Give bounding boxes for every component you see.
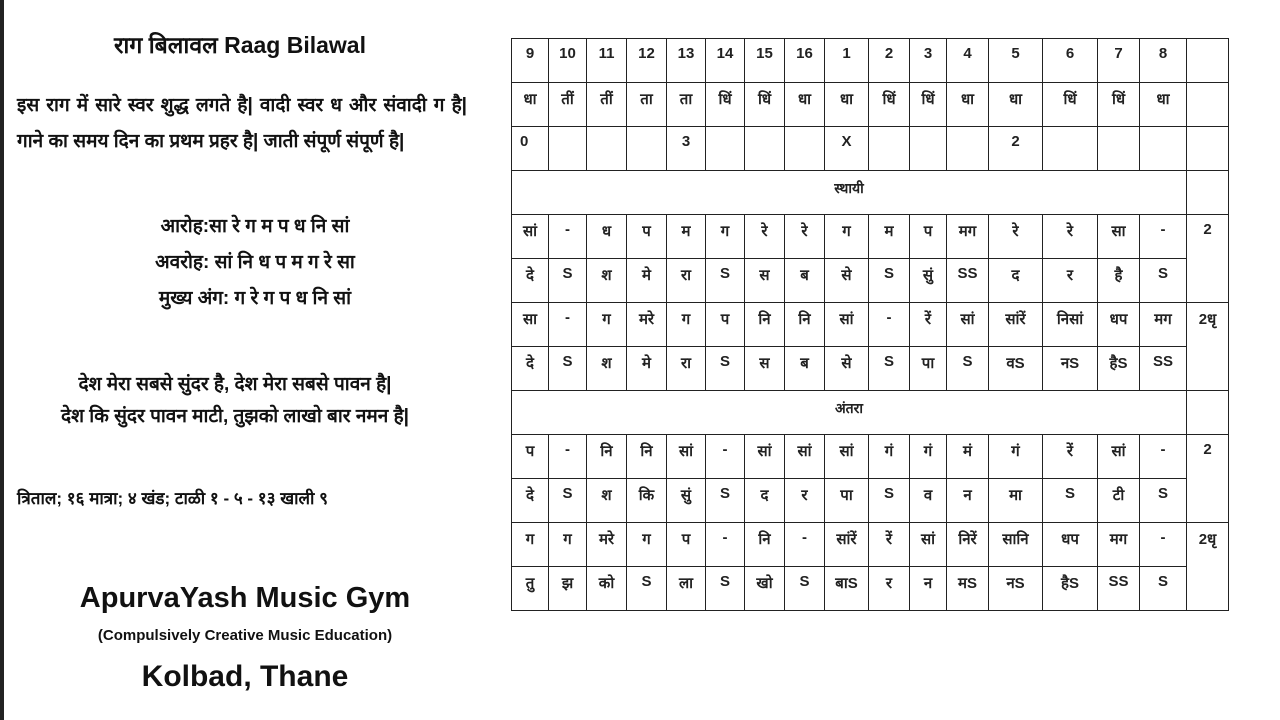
bol-lyric-row-cell: द xyxy=(989,259,1043,303)
bol-lyric-row-cell: S xyxy=(1140,259,1187,303)
matra-row-cell: 8 xyxy=(1140,39,1187,83)
swar-row-cell: प xyxy=(706,303,745,347)
section-label: अंतरा xyxy=(512,391,1187,435)
matra-row-cell: 13 xyxy=(667,39,706,83)
swar-row-cell: धप xyxy=(1098,303,1140,347)
bol-lyric-row-cell: मा xyxy=(989,479,1043,523)
swar-row-cell: म xyxy=(667,215,706,259)
bol-lyric-row xyxy=(512,347,1229,391)
swar-row-cell: सां xyxy=(512,215,549,259)
swar-row-cell: मग xyxy=(1098,523,1140,567)
bol-lyric-row-cell: तु xyxy=(512,567,549,611)
swar-row-cell: सांरें xyxy=(825,523,869,567)
avartan-mark: 2 xyxy=(1187,215,1229,303)
swar-row-cell: नि xyxy=(785,303,825,347)
swar-row-cell: सां xyxy=(785,435,825,479)
bol-lyric-row-cell: श xyxy=(587,259,627,303)
bol-lyric-row-cell: S xyxy=(627,567,667,611)
bol-lyric-row-cell: S xyxy=(1140,567,1187,611)
aaroh: आरोह:सा रे ग म प ध नि सां xyxy=(160,216,350,237)
bol-lyric-row-cell: S xyxy=(947,347,989,391)
matra-row-cell: 16 xyxy=(785,39,825,83)
taali-row-cell xyxy=(910,127,947,171)
swar-row-cell: निसां xyxy=(1043,303,1098,347)
bol-lyric-row-cell: र xyxy=(869,567,910,611)
bol-lyric-row-cell: है xyxy=(1098,259,1140,303)
bol-lyric-row xyxy=(512,479,1229,523)
matra-row-cell: 9 xyxy=(512,39,549,83)
lyric-line-2: देश कि सुंदर पावन माटी, तुझको लाखो बार नमन है| xyxy=(61,406,409,427)
bol-row-cell: धा xyxy=(947,83,989,127)
matra-row-cell: 14 xyxy=(706,39,745,83)
bol-lyric-row-cell: वS xyxy=(989,347,1043,391)
bol-row-cell: धिं xyxy=(706,83,745,127)
swar-row-cell: प xyxy=(667,523,706,567)
bol-lyric-row-cell: पा xyxy=(825,479,869,523)
taali-row-cell xyxy=(1043,127,1098,171)
swar-row-cell: सां xyxy=(825,435,869,479)
blank-cell xyxy=(1187,171,1229,215)
swar-row-cell: ग xyxy=(627,523,667,567)
blank-cell xyxy=(1187,39,1229,83)
bol-lyric-row-cell: S xyxy=(869,347,910,391)
bol-lyric-row-cell: र xyxy=(785,479,825,523)
swar-row-cell: - xyxy=(706,435,745,479)
section-header xyxy=(512,391,1229,435)
bol-lyric-row-cell: दे xyxy=(512,259,549,303)
bol-lyric-row-cell: S xyxy=(549,347,587,391)
section-label: स्थायी xyxy=(512,171,1187,215)
swar-row-cell: रें xyxy=(910,303,947,347)
swar-row-cell: नि xyxy=(745,523,785,567)
swar-row-cell: सां xyxy=(667,435,706,479)
bol-lyric-row-cell: हैS xyxy=(1043,567,1098,611)
matra-row-cell: 11 xyxy=(587,39,627,83)
bol-lyric-row-cell: S xyxy=(869,479,910,523)
bol-lyric-row-cell: दे xyxy=(512,347,549,391)
swar-row-cell: नि xyxy=(587,435,627,479)
matra-row-cell: 6 xyxy=(1043,39,1098,83)
swar-row-cell: सां xyxy=(825,303,869,347)
taali-row-cell xyxy=(947,127,989,171)
swar-row xyxy=(512,215,1229,259)
taali-row-cell: 0 xyxy=(512,127,549,171)
bol-lyric-row-cell: बाS xyxy=(825,567,869,611)
bol-lyric-row-cell: श xyxy=(587,479,627,523)
brand-location: Kolbad, Thane xyxy=(141,660,349,693)
bol-lyric-row-cell: मे xyxy=(627,259,667,303)
matra-row-cell: 7 xyxy=(1098,39,1140,83)
swar-row-cell: मग xyxy=(1140,303,1187,347)
swar-row-cell: निरें xyxy=(947,523,989,567)
swar-row-cell: सा xyxy=(512,303,549,347)
bol-lyric-row-cell: टी xyxy=(1098,479,1140,523)
bol-row-cell: धिं xyxy=(1098,83,1140,127)
swar-row-cell: गं xyxy=(989,435,1043,479)
bandish-notation-table xyxy=(511,38,1229,611)
swar-row-cell: - xyxy=(549,435,587,479)
taali-row-cell: 3 xyxy=(667,127,706,171)
bol-lyric-row-cell: S xyxy=(706,479,745,523)
swar-row-cell: रे xyxy=(745,215,785,259)
swar-row-cell: ध xyxy=(587,215,627,259)
avartan-mark: 2धृ xyxy=(1187,303,1229,391)
swar-row-cell: - xyxy=(1140,523,1187,567)
swar-row-cell: ग xyxy=(706,215,745,259)
bol-lyric-row-cell: खो xyxy=(745,567,785,611)
swar-row-cell: - xyxy=(1140,435,1187,479)
matra-row-cell: 15 xyxy=(745,39,785,83)
swar-row-cell: सां xyxy=(1098,435,1140,479)
bol-lyric-row-cell: से xyxy=(825,259,869,303)
bol-row-cell: ता xyxy=(667,83,706,127)
taali-row-cell: X xyxy=(825,127,869,171)
bol-lyric-row-cell: S xyxy=(549,479,587,523)
taali-row-cell xyxy=(745,127,785,171)
swar-row-cell: - xyxy=(706,523,745,567)
bol-lyric-row-cell: को xyxy=(587,567,627,611)
matra-row-cell: 10 xyxy=(549,39,587,83)
bol-row-cell: तीं xyxy=(549,83,587,127)
swar-row-cell: गं xyxy=(910,435,947,479)
bol-row xyxy=(512,83,1229,127)
bol-lyric-row-cell: स xyxy=(745,347,785,391)
bol-lyric-row-cell: मS xyxy=(947,567,989,611)
bol-row-cell: धा xyxy=(512,83,549,127)
swar-row-cell: मरे xyxy=(587,523,627,567)
swar-row-cell: रें xyxy=(869,523,910,567)
avroh: अवरोह: सां नि ध प म ग रे सा xyxy=(155,252,355,273)
swar-row-cell: प xyxy=(627,215,667,259)
bol-lyric-row-cell: SS xyxy=(1098,567,1140,611)
blank-cell xyxy=(1187,127,1229,171)
swar-row-cell: - xyxy=(869,303,910,347)
bol-row-cell: धिं xyxy=(910,83,947,127)
bol-lyric-row-cell: कि xyxy=(627,479,667,523)
matra-row-cell: 12 xyxy=(627,39,667,83)
swar-row xyxy=(512,435,1229,479)
bol-lyric-row-cell: श xyxy=(587,347,627,391)
bol-lyric-row-cell: हैS xyxy=(1098,347,1140,391)
swar-row-cell: रे xyxy=(989,215,1043,259)
bol-row-cell: तीं xyxy=(587,83,627,127)
bol-row-cell: धा xyxy=(1140,83,1187,127)
bol-lyric-row-cell: से xyxy=(825,347,869,391)
blank-cell xyxy=(1187,83,1229,127)
bol-lyric-row-cell: S xyxy=(1043,479,1098,523)
bol-lyric-row-cell: SS xyxy=(1140,347,1187,391)
matra-row-cell: 2 xyxy=(869,39,910,83)
avartan-mark: 2धृ xyxy=(1187,523,1229,611)
swar-row-cell: सां xyxy=(745,435,785,479)
bol-row-cell: धा xyxy=(785,83,825,127)
bol-lyric-row-cell: द xyxy=(745,479,785,523)
mukhya-ang: मुख्य अंग: ग रे ग प ध नि सां xyxy=(158,288,352,309)
blank-cell xyxy=(1187,391,1229,435)
swar-row-cell: रे xyxy=(785,215,825,259)
lyric-line-1: देश मेरा सबसे सुंदर है, देश मेरा सबसे पावन है| xyxy=(78,374,392,395)
bol-lyric-row-cell: S xyxy=(549,259,587,303)
taali-row-cell xyxy=(587,127,627,171)
bol-lyric-row xyxy=(512,259,1229,303)
bol-lyric-row-cell: न xyxy=(947,479,989,523)
swar-row-cell: मरे xyxy=(627,303,667,347)
matra-row-cell: 5 xyxy=(989,39,1043,83)
swar-row-cell: मग xyxy=(947,215,989,259)
page-title: राग बिलावल Raag Bilawal xyxy=(113,32,366,58)
brand-name: ApurvaYash Music Gym xyxy=(79,582,411,614)
bol-lyric-row-cell: झ xyxy=(549,567,587,611)
bol-lyric-row-cell: ला xyxy=(667,567,706,611)
taali-row-cell: 2 xyxy=(989,127,1043,171)
avartan-mark: 2 xyxy=(1187,435,1229,523)
taal-info: त्रिताल; १६ मात्रा; ४ खंड; टाळी १ - ५ - १३ खाली ९ xyxy=(17,489,328,508)
swar-row-cell: सांरें xyxy=(989,303,1043,347)
taali-row-cell xyxy=(627,127,667,171)
swar-row-cell: - xyxy=(549,215,587,259)
bol-row-cell: धा xyxy=(825,83,869,127)
bol-lyric-row-cell: S xyxy=(706,567,745,611)
bol-lyric-row-cell: र xyxy=(1043,259,1098,303)
swar-row-cell: नि xyxy=(627,435,667,479)
swar-row-cell: गं xyxy=(869,435,910,479)
swar-row-cell: ग xyxy=(825,215,869,259)
bol-row-cell: धा xyxy=(989,83,1043,127)
swar-row-cell: रे xyxy=(1043,215,1098,259)
bol-lyric-row xyxy=(512,567,1229,611)
swar-row-cell: प xyxy=(512,435,549,479)
bol-lyric-row-cell: दे xyxy=(512,479,549,523)
swar-row-cell: ग xyxy=(549,523,587,567)
raag-description: इस राग में सारे स्वर शुद्ध लगते है| वादी स्वर ध और संवादी ग है| गाने का समय दिन का प्रथम प्रहर है| जाती संपूर्ण संपूर्ण है| xyxy=(17,95,467,152)
swar-row xyxy=(512,523,1229,567)
matra-row-cell: 1 xyxy=(825,39,869,83)
bol-lyric-row-cell: व xyxy=(910,479,947,523)
bol-lyric-row-cell: S xyxy=(869,259,910,303)
taali-row xyxy=(512,127,1229,171)
swar-row-cell: ग xyxy=(512,523,549,567)
bol-row-cell: ता xyxy=(627,83,667,127)
bol-lyric-row-cell: S xyxy=(785,567,825,611)
swar-row-cell: सां xyxy=(947,303,989,347)
bol-lyric-row-cell: ब xyxy=(785,259,825,303)
swar-row-cell: सा xyxy=(1098,215,1140,259)
bol-row-cell: धिं xyxy=(1043,83,1098,127)
swar-row-cell: ग xyxy=(587,303,627,347)
swar-row-cell: - xyxy=(1140,215,1187,259)
taali-row-cell xyxy=(1140,127,1187,171)
taali-row-cell xyxy=(1098,127,1140,171)
brand-tagline: (Compulsively Creative Music Education) xyxy=(97,627,393,644)
swar-row xyxy=(512,303,1229,347)
section-header xyxy=(512,171,1229,215)
swar-row-cell: नि xyxy=(745,303,785,347)
taali-row-cell xyxy=(549,127,587,171)
bol-lyric-row-cell: रा xyxy=(667,347,706,391)
swar-row-cell: म xyxy=(869,215,910,259)
bol-lyric-row-cell: SS xyxy=(947,259,989,303)
swar-row-cell: प xyxy=(910,215,947,259)
swar-row-cell: ग xyxy=(667,303,706,347)
matra-row xyxy=(512,39,1229,83)
taali-row-cell xyxy=(706,127,745,171)
matra-row-cell: 3 xyxy=(910,39,947,83)
swar-row-cell: सां xyxy=(910,523,947,567)
swar-row-cell: मं xyxy=(947,435,989,479)
taali-row-cell xyxy=(785,127,825,171)
swar-row-cell: - xyxy=(549,303,587,347)
bol-lyric-row-cell: सुं xyxy=(667,479,706,523)
bol-row-cell: धिं xyxy=(869,83,910,127)
bol-lyric-row-cell: S xyxy=(1140,479,1187,523)
bol-lyric-row-cell: नS xyxy=(1043,347,1098,391)
bol-lyric-row-cell: स xyxy=(745,259,785,303)
bol-lyric-row-cell: सुं xyxy=(910,259,947,303)
swar-row-cell: सानि xyxy=(989,523,1043,567)
swar-row-cell: - xyxy=(785,523,825,567)
taali-row-cell xyxy=(869,127,910,171)
swar-row-cell: धप xyxy=(1043,523,1098,567)
bol-lyric-row-cell: रा xyxy=(667,259,706,303)
bol-lyric-row-cell: S xyxy=(706,259,745,303)
bol-lyric-row-cell: न xyxy=(910,567,947,611)
matra-row-cell: 4 xyxy=(947,39,989,83)
bol-lyric-row-cell: नS xyxy=(989,567,1043,611)
bol-row-cell: धिं xyxy=(745,83,785,127)
bol-lyric-row-cell: S xyxy=(706,347,745,391)
swar-row-cell: रें xyxy=(1043,435,1098,479)
bol-lyric-row-cell: पा xyxy=(910,347,947,391)
bol-lyric-row-cell: मे xyxy=(627,347,667,391)
bol-lyric-row-cell: ब xyxy=(785,347,825,391)
